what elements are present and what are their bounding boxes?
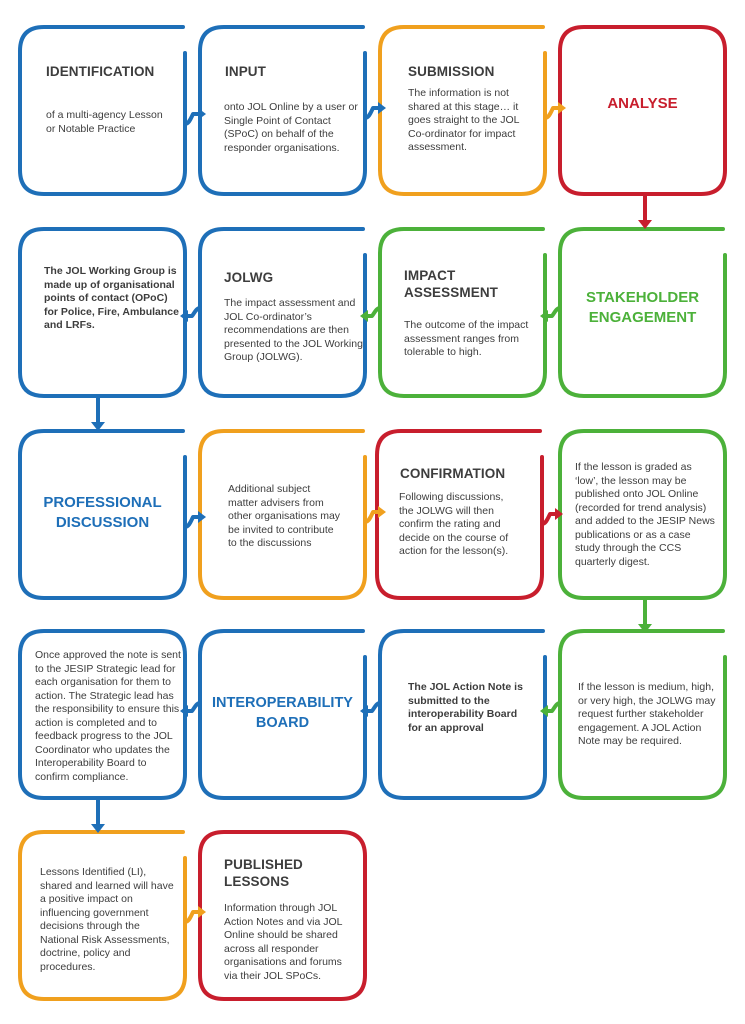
card-graded-low	[560, 431, 725, 598]
card-jolwg	[200, 229, 365, 396]
card-body: onto JOL Online by a user or Single Point of Contact (SPoC) on behalf of the responder organisations.	[224, 101, 358, 154]
card-stakeholder-engagement	[560, 229, 725, 396]
card-body: Once approved the note is sent to the JESIP Strategic lead for each organisation for them to action. The Strategic lead has the responsibility to ensure this action is completed and to feedback progress to the JOL Coordinator who updates the Interoperability Board to confirm compliance.	[35, 649, 181, 783]
card-body: The JOL Working Group is made up of organisational points of contact (OPoC) for Police, Fire, Ambulance and LRFs.	[44, 265, 179, 331]
card-published-lessons	[200, 832, 365, 999]
card-body: The outcome of the impact assessment ranges from tolerable to high.	[404, 319, 529, 358]
card-interoperability-board	[200, 631, 365, 798]
card-impact-assessment	[380, 229, 545, 396]
card-body: If the lesson is graded as ‘low’, the lesson may be published onto JOL Online (recorded for trend analysis) and added to the JESIP News publications or as a case study through the CCS quarterly digest.	[575, 461, 715, 568]
card-input	[200, 27, 365, 194]
card-professional-discussion	[20, 431, 185, 598]
card-action-note	[380, 631, 545, 798]
stage-label: ANALYSE	[607, 95, 678, 112]
stage-label: INTEROPERABILITY BOARD	[212, 695, 353, 731]
card-strategic-lead	[20, 631, 185, 798]
card-working-group	[20, 229, 185, 396]
card-confirmation	[377, 431, 542, 598]
card-body: The information is not shared at this stage… it goes straight to the JOL Co-ordinator for impact assessment.	[408, 87, 520, 153]
card-identification	[20, 27, 185, 194]
card-body: Additional subject matter advisers from other organisations may be invited to contribute to the discussions	[228, 483, 341, 549]
card-medium-high	[560, 631, 725, 798]
stage-label: STAKEHOLDER ENGAGEMENT	[585, 289, 700, 326]
card-title: SUBMISSION	[408, 64, 495, 79]
card-body: If the lesson is medium, high, or very high, the JOLWG may request further stakeholder engagement. A JOL Action Note may be required.	[578, 681, 716, 747]
card-body: Following discussions, the JOLWG will then confirm the rating and decide on the course of action for the lesson(s).	[399, 491, 509, 557]
card-body: Lessons Identified (LI), shared and learned will have a positive impact on influencing government decisions through the National Risk Assessments, doctrine, policy and procedures.	[40, 866, 174, 973]
card-title: JOLWG	[224, 270, 274, 285]
card-lessons-identified	[20, 832, 185, 999]
card-body: Information through JOL Action Notes and via JOL Online should be shared across all responder organisations and forums via their JOL SPoCs.	[224, 902, 343, 982]
stage-label: PROFESSIONAL DISCUSSION	[43, 494, 162, 531]
card-title: INPUT	[225, 64, 266, 79]
card-submission	[380, 27, 545, 194]
card-analyse	[560, 27, 725, 194]
card-body: of a multi-agency Lesson or Notable Practice	[46, 109, 163, 135]
card-body: The impact assessment and JOL Co-ordinator’s recommendations are then presented to the JOL Working Group (JOLWG).	[224, 297, 363, 363]
card-title: IDENTIFICATION	[46, 64, 155, 79]
card-subject-advisers	[200, 431, 365, 598]
card-title: IMPACT ASSESSMENT	[404, 268, 499, 300]
card-title: CONFIRMATION	[400, 466, 506, 481]
card-body: The JOL Action Note is submitted to the interoperability Board for an approval	[408, 681, 523, 734]
card-title: PUBLISHED LESSONS	[224, 857, 303, 889]
